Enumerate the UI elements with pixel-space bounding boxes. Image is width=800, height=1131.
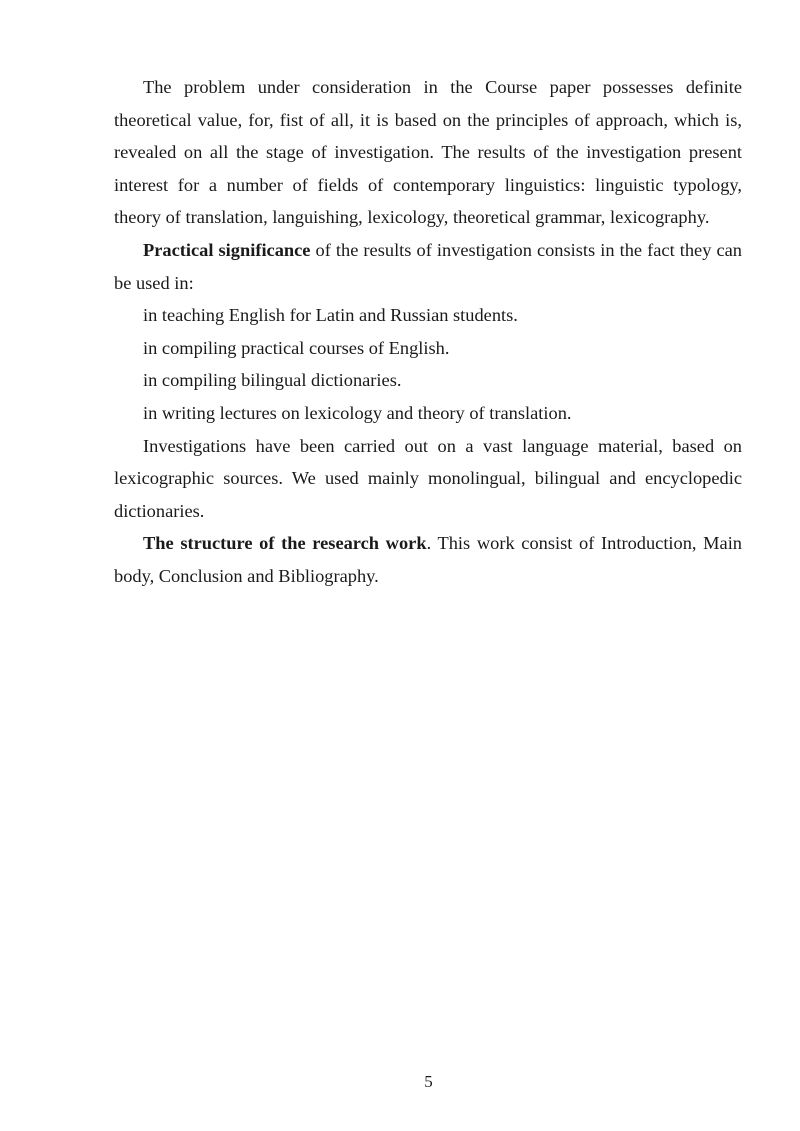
structure-text: . This work consist of Introduction, Main body, Conclusion and Bibliography. <box>114 533 742 586</box>
practical-significance-text: of the results of investigation consists in the fact they can be used in: <box>114 239 742 293</box>
list-item: in compiling bilingual dictionaries. <box>143 370 402 391</box>
paragraph-theoretical-value: The problem under consideration in the Course paper possesses definite theoretical value, for, fist of all, it is based on the principles of approach, which is, revealed on all the stage of investigation. The results of the investigation present interest for a number of fields of contemporary linguistics: linguistic typology, theory of translation, languishing, lexicology, theoretical grammar, lexicography. <box>114 77 742 228</box>
list-item: in writing lectures on lexicology and theory of translation. <box>143 402 572 423</box>
structure-heading: The structure of the research work <box>143 533 427 554</box>
list-item: in compiling practical courses of English. <box>143 337 450 358</box>
practical-significance-heading: Practical significance <box>143 239 311 260</box>
list-item: in teaching English for Latin and Russian students. <box>143 305 518 326</box>
paragraph-structure <box>114 527 742 592</box>
page-number: 5 <box>424 1072 433 1091</box>
paragraph-practical-significance <box>114 234 742 299</box>
body-text <box>114 71 742 593</box>
paragraph-investigations: Investigations have been carried out on a vast language material, based on lexicographic sources. We used mainly monolingual, bilingual and encyclopedic dictionaries. <box>114 435 742 521</box>
